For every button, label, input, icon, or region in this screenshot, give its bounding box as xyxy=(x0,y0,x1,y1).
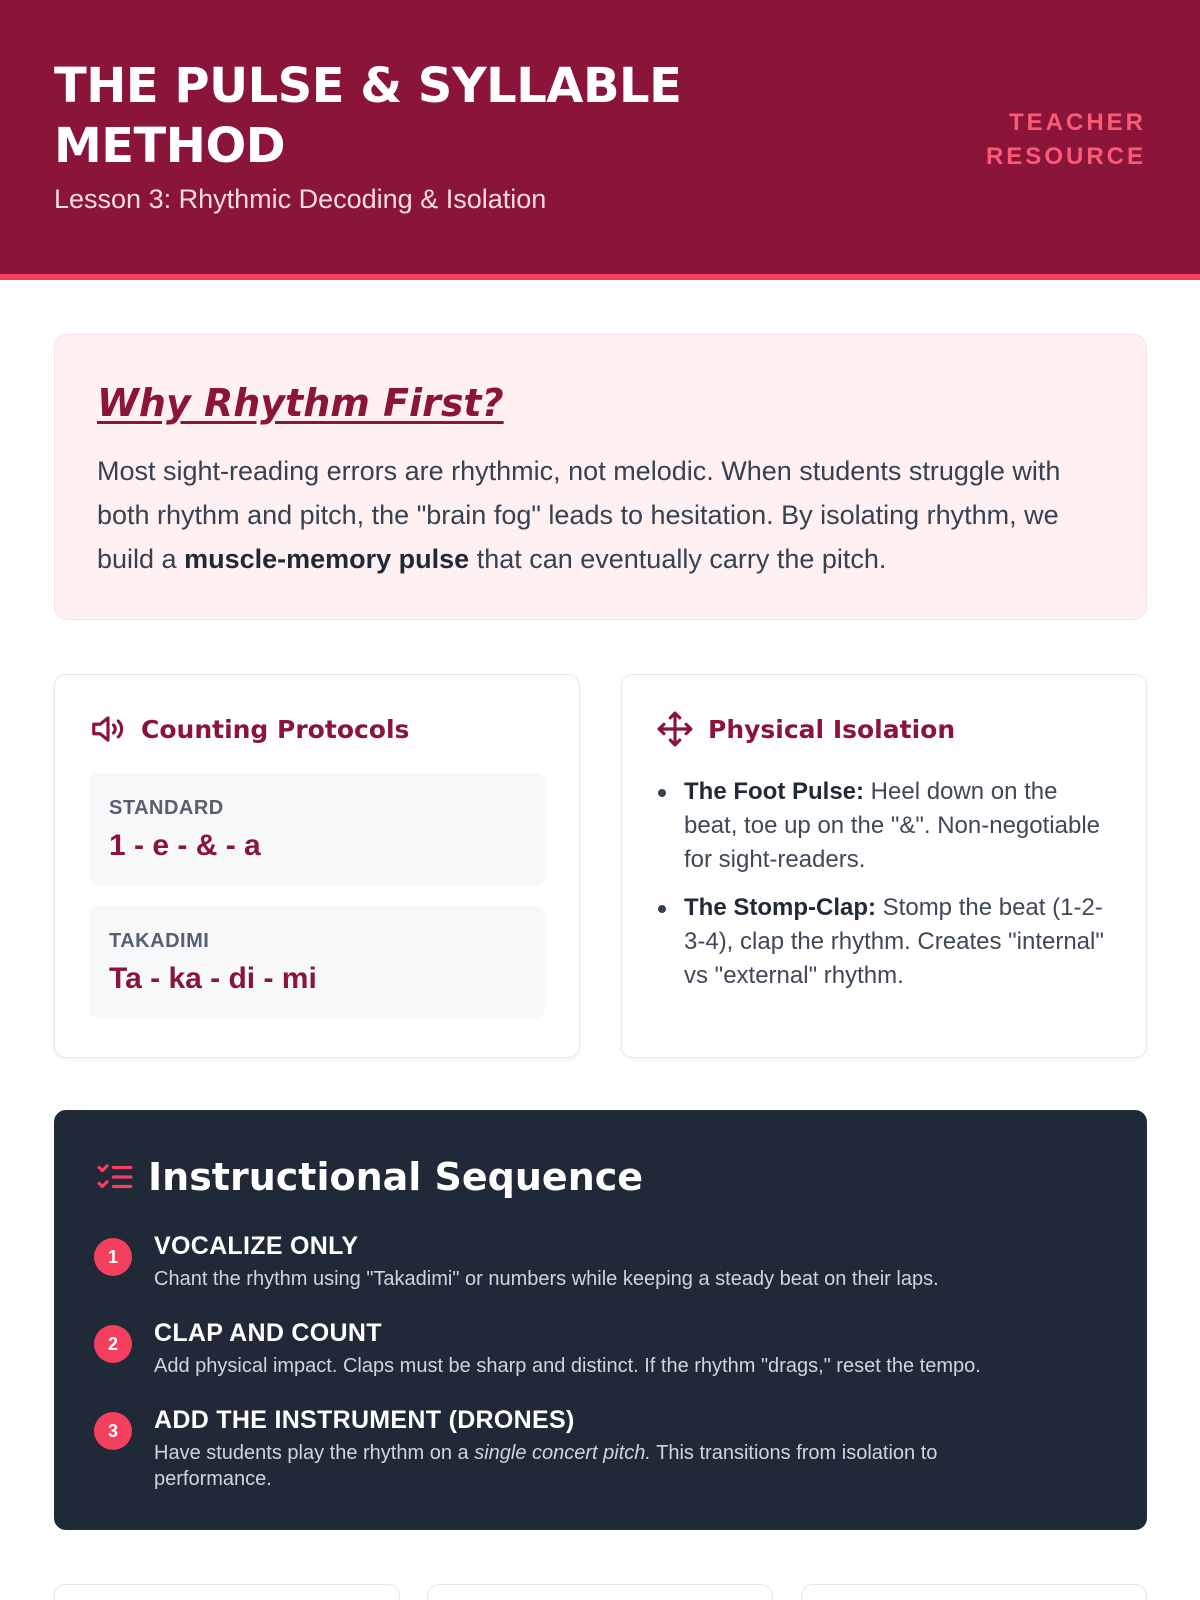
step-description: Chant the rhythm using "Takadimi" or numbers while keeping a steady beat on their laps. xyxy=(154,1268,939,1290)
sequence-title: Instructional Sequence xyxy=(148,1155,644,1199)
speaker-icon xyxy=(89,710,127,748)
count-system-standard xyxy=(89,773,545,885)
why-text xyxy=(97,449,1107,581)
technique-description: Stomp the beat (1-2-3-4), clap the rhythm. Creates "internal" vs "external" rhythm. xyxy=(684,894,1104,989)
technique-name: The Foot Pulse: xyxy=(684,778,864,805)
step-description: Add physical impact. Claps must be sharp and distinct. If the rhythm "drags," reset the tempo. xyxy=(154,1355,981,1377)
list-item xyxy=(656,775,1116,877)
step-number-badge: 2 xyxy=(94,1325,132,1363)
counting-card-header xyxy=(89,709,409,749)
why-rhythm-callout xyxy=(54,334,1147,620)
step-description-emphasis: single concert pitch. xyxy=(474,1442,651,1464)
why-heading: Why Rhythm First? xyxy=(97,381,504,425)
step-description-end: This transitions from isolation to performance. xyxy=(154,1442,938,1490)
counting-card-title: Counting Protocols xyxy=(141,714,410,744)
list-item xyxy=(656,891,1116,993)
count-system-value: Ta - ka - di - mi xyxy=(109,962,317,995)
why-text-end: that can eventually carry the pitch. xyxy=(469,544,887,574)
step-title: CLAP AND COUNT xyxy=(154,1319,382,1347)
why-text-emphasis: muscle-memory pulse xyxy=(184,544,470,574)
step-number-badge: 3 xyxy=(94,1412,132,1450)
badge-line-2: RESOURCE xyxy=(985,143,1146,170)
step-number-badge: 1 xyxy=(94,1238,132,1276)
lesson-subtitle: Lesson 3: Rhythmic Decoding & Isolation xyxy=(54,184,547,214)
step-title: VOCALIZE ONLY xyxy=(154,1232,359,1260)
step-description xyxy=(154,1440,1054,1492)
count-system-value: 1 - e - & - a xyxy=(109,829,261,862)
technique-name: The Stomp-Clap: xyxy=(684,894,876,921)
teacher-resource-badge xyxy=(946,106,1146,174)
checklist-icon xyxy=(96,1158,134,1196)
instructional-sequence-panel xyxy=(54,1110,1147,1530)
sequence-header xyxy=(96,1152,643,1202)
bottom-card-2 xyxy=(427,1584,773,1600)
page-title: THE PULSE & SYLLABLE METHOD xyxy=(54,58,682,174)
bottom-card-1 xyxy=(54,1584,400,1600)
physical-isolation-card xyxy=(621,674,1147,1058)
isolation-card-header xyxy=(656,709,955,749)
move-arrows-icon xyxy=(656,710,694,748)
count-system-label: TAKADIMI xyxy=(109,930,210,952)
count-system-takadimi xyxy=(89,906,545,1018)
count-system-label: STANDARD xyxy=(109,797,224,819)
counting-protocols-card xyxy=(54,674,580,1058)
page-header xyxy=(0,0,1200,280)
step-description-start: Have students play the rhythm on a xyxy=(154,1442,475,1464)
badge-line-1: TEACHER xyxy=(1008,109,1146,136)
why-text-start: Most sight-reading errors are rhythmic, not melodic. When students struggle with both rhythm and pitch, the "brain fog" leads to hesitation. By isolating rhythm, we build a xyxy=(97,456,1061,574)
isolation-card-title: Physical Isolation xyxy=(708,714,956,744)
bottom-card-3 xyxy=(801,1584,1147,1600)
step-title: ADD THE INSTRUMENT (DRONES) xyxy=(154,1406,575,1434)
technique-description: Heel down on the beat, toe up on the "&". Non-negotiable for sight-readers. xyxy=(684,778,1101,873)
isolation-list xyxy=(656,775,1116,1007)
